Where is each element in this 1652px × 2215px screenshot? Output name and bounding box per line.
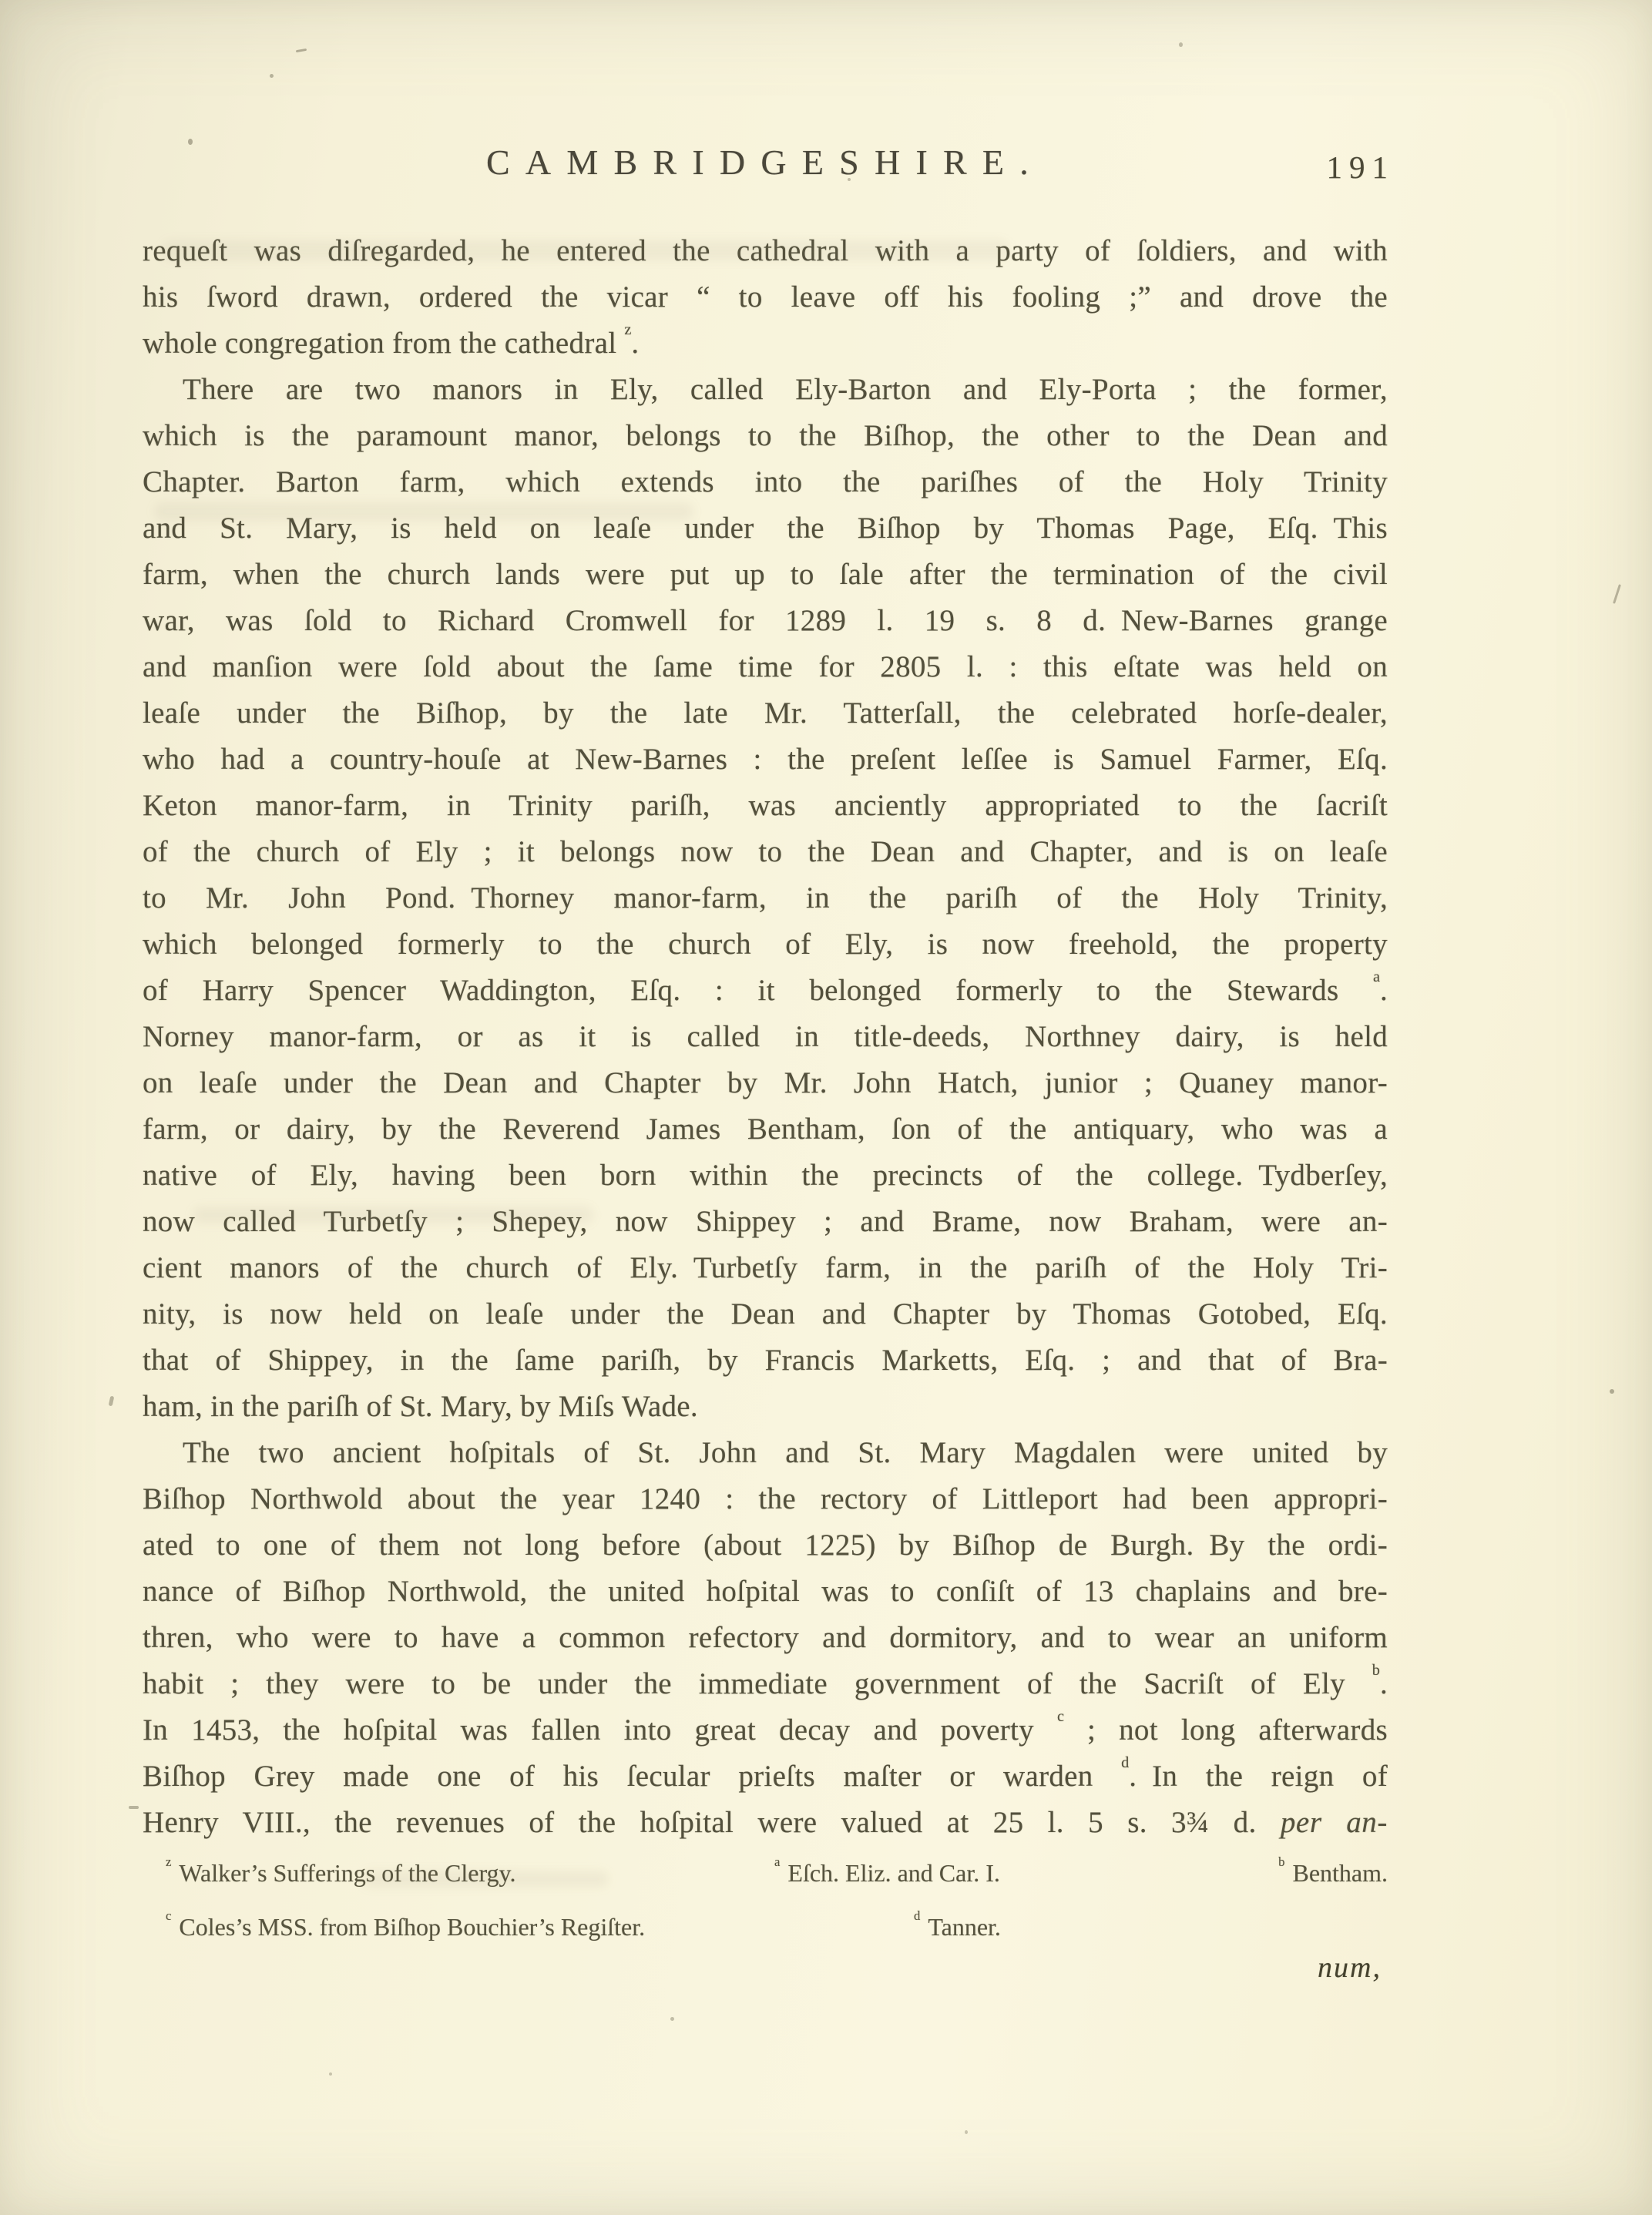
text-line: on leaſe under the Dean and Chapter by Mr. John Hatch, junior ; Quaney manor- [143,1066,1388,1099]
ink-speck [1610,1389,1614,1394]
ink-speck [296,49,307,52]
footnote-text: Coles’s MSS. from Biſhop Bouchier’s Regiſter. [179,1913,646,1941]
text-line: In 1453, the hoſpital was fallen into great decay and poverty $^c$ ; not long afterwards [143,1708,1388,1747]
text-line: and St. Mary, is held on leaſe under the Biſhop by Thomas Page, Eſq. This [143,512,1388,545]
ink-speck [1179,42,1183,47]
footnote-bentham [1278,1846,1388,1900]
text-line: Biſhop Grey made one of his ſecular prieſts maſter or warden $^d$. In the reign of [143,1754,1388,1793]
text-line: Henry VIII., the revenues of the hoſpital were valued at 25 l. 5 s. 3¾ d. per an- [143,1806,1388,1839]
footnote-mark: z [166,1854,172,1870]
text-line: whole congregation from the cathedral $^z$. [143,321,640,360]
text-line: and manſion were ſold about the ſame time for 2805 l. : this eſtate was held on [143,650,1388,683]
text-line: cient manors of the church of Ely. Turbetſy farm, in the pariſh of the Holy Tri- [143,1251,1388,1284]
text-line: to Mr. John Pond. Thorney manor-farm, in the pariſh of the Holy Trinity, [143,881,1388,915]
footnote-mark: c [166,1908,172,1924]
text-line: Keton manor-farm, in Trinity pariſh, was anciently appropriated to the ſacriſt [143,789,1388,822]
text-line: There are two manors in Ely, called Ely-Barton and Ely-Porta ; the former, [183,373,1388,406]
text-line: that of Shippey, in the ſame pariſh, by Francis Marketts, Eſq. ; and that of Bra- [143,1344,1388,1377]
running-header-title: CAMBRIDGESHIRE. [485,143,1045,182]
text-line: Chapter. Barton farm, which extends into the pariſhes of the Holy Trinity [143,465,1388,498]
page-body-text [143,228,1388,1846]
ink-speck [129,1806,139,1809]
text-line: nity, is now held on leaſe under the Dean and Chapter by Thomas Gotobed, Eſq. [143,1297,1388,1331]
text-line: The two ancient hoſpitals of St. John and St. Mary Magdalen were united by [183,1436,1388,1469]
footnote-row [143,1846,1388,1900]
ink-speck [670,2017,674,2021]
text-line: which belonged formerly to the church of Ely, is now freehold, the property [143,928,1388,961]
text-line: who had a country-houſe at New-Barnes : the preſent leſſee is Samuel Farmer, Eſq. [143,743,1388,776]
ink-speck [329,2072,332,2076]
footnote-mark: d [914,1908,921,1924]
footnote-mark: b [1278,1854,1285,1870]
text-line: requeſt was diſregarded, he entered the cathedral with a party of ſoldiers, and with [143,234,1388,267]
ink-speck [270,74,274,78]
text-line: habit ; they were to be under the immediate government of the Sacriſt of Ely $^b$. [143,1662,1388,1700]
text-line: ham, in the pariſh of St. Mary, by Miſs Wade. [143,1390,698,1423]
ink-speck [109,1396,115,1407]
text-line: Biſhop Northwold about the year 1240 : the rectory of Littleport had been appropri- [143,1482,1388,1515]
ink-speck [188,139,193,145]
footnote-text: Tanner. [928,1913,1001,1941]
footnote-mark: a [774,1854,781,1870]
text-line: of the church of Ely ; it belongs now to the Dean and Chapter, and is on leaſe [143,835,1388,868]
footnotes [143,1846,1388,1954]
footnote-walker [166,1846,515,1900]
text-line: Norney manor-farm, or as it is called in title-deeds, Northney dairy, is held [143,1020,1388,1053]
text-line: farm, or dairy, by the Reverend James Bentham, ſon of the antiquary, who was a [143,1113,1388,1146]
text-line: his ſword drawn, ordered the vicar “ to leave off his fooling ;” and drove the [143,280,1388,314]
text-line: ated to one of them not long before (about 1225) by Biſhop de Burgh. By the ordi- [143,1529,1388,1562]
text-line: thren, who were to have a common refectory and dormitory, and to wear an uniform [143,1621,1388,1654]
text-line: nance of Biſhop Northwold, the united hoſpital was to conſiſt of 13 chaplains and bre- [143,1575,1388,1608]
text-line: native of Ely, having been born within the precincts of the college. Tydberſey, [143,1159,1388,1192]
text-line: which is the paramount manor, belongs to the Biſhop, the other to the Dean and [143,419,1388,452]
text-line: of Harry Spencer Waddington, Eſq. : it belonged formerly to the Stewards $^a$. [143,968,1388,1007]
text-line: now called Turbetſy ; Shepey, now Shippey ; and Brame, now Braham, were an- [143,1205,1388,1238]
catchword: num, [1318,1952,1382,1984]
footnote-text: Eſch. Eliz. and Car. I. [787,1859,1000,1887]
ink-speck [848,178,851,181]
text-line: war, was ſold to Richard Cromwell for 1289 l. 19 s. 8 d. New-Barnes grange [143,604,1388,637]
footnote-row [143,1900,1388,1954]
text-line: farm, when the church lands were put up to ſale after the termination of the civil [143,558,1388,591]
footnote-text: Walker’s Sufferings of the Clergy. [179,1859,516,1887]
footnote-text: Bentham. [1292,1859,1388,1887]
ink-speck [965,2130,968,2134]
footnote-coles [166,1900,645,1954]
text-line: leaſe under the Biſhop, by the late Mr. Tatterſall, the celebrated horſe-dealer, [143,696,1388,730]
page-number: 191 [1326,149,1395,185]
ink-speck [1613,584,1621,604]
footnote-tanner [914,1900,1001,1954]
footnote-esch [774,1846,1000,1900]
